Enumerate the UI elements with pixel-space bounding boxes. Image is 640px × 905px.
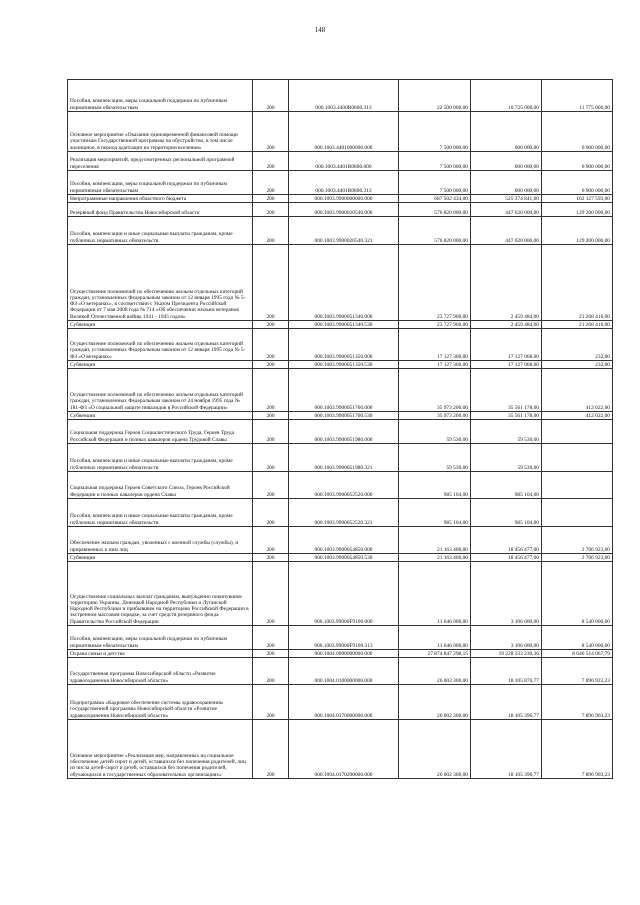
row-remainder-cell: 21 268 416,00 — [542, 321, 613, 329]
row-remainder-cell: 232,00 — [542, 361, 613, 369]
row-code-cell: 000.1003.9900051350.000 — [289, 329, 399, 361]
row-total-cell: 26 002 300,00 — [399, 685, 471, 720]
row-total-cell: 23 727 900,00 — [399, 321, 471, 329]
row-total-cell: 26 002 300,00 — [399, 658, 471, 685]
row-code-cell: 000.1003.9900051350.530 — [289, 361, 399, 369]
row-admin-cell: 200 — [253, 217, 289, 245]
row-code-cell: 000.1003.99000F9100.313 — [289, 626, 399, 650]
table-row — [68, 80, 613, 112]
row-name-cell: Государственная программа Новосибирской области «Развитие здравоохранения Новосибирской области» — [68, 658, 253, 685]
row-remainder-cell: 8 540 000,00 — [542, 562, 613, 626]
table-row — [68, 420, 613, 444]
row-remainder-cell: 7 896 903,23 — [542, 720, 613, 779]
row-executed-cell: 35 561 178,00 — [471, 412, 542, 420]
row-name-cell: Непрограммные направления областного бюджета — [68, 195, 253, 203]
row-admin-cell: 200 — [253, 626, 289, 650]
row-total-cell: 576 820 000,00 — [399, 217, 471, 245]
row-executed-cell: 59 530,00 — [471, 444, 542, 472]
table-row — [68, 472, 613, 499]
table-row — [68, 685, 613, 720]
table-row — [68, 562, 613, 626]
row-remainder-cell: 6 900 000,00 — [542, 112, 613, 152]
row-executed-cell: 18 105 396,77 — [471, 685, 542, 720]
row-admin-cell: 200 — [253, 562, 289, 626]
table-row — [68, 499, 613, 527]
table-row — [68, 329, 613, 361]
row-executed-cell: 10 725 000,00 — [471, 80, 542, 112]
row-name-cell: Подпрограмма «Кадровое обеспечение системы здравоохранения» государственной программы Новосибирской области «Развитие здравоохранения Новосибирской области» — [68, 685, 253, 720]
row-executed-cell: 19 228 333 230,36 — [471, 650, 542, 658]
row-remainder-cell: 2 706 923,00 — [542, 527, 613, 554]
row-executed-cell: 17 127 068,00 — [471, 329, 542, 361]
row-name-cell: Осуществление полномочий по обеспечению жильем отдельных категорий граждан, установленных Федеральным законом от 12 января 1995 года № 5-ФЗ «О ветеранах» — [68, 329, 253, 361]
row-remainder-cell: 162 127 593,00 — [542, 195, 613, 203]
row-total-cell: 21 163 400,00 — [399, 554, 471, 562]
table-row — [68, 658, 613, 685]
row-admin-cell: 200 — [253, 658, 289, 685]
row-code-cell: 000.1003.99000F9100.000 — [289, 562, 399, 626]
row-admin-cell: 200 — [253, 499, 289, 527]
row-executed-cell: 35 561 178,00 — [471, 369, 542, 412]
row-executed-cell: 2 459 484,00 — [471, 245, 542, 321]
table-row — [68, 203, 613, 217]
table-row — [68, 554, 613, 562]
row-name-cell: Пособия, компенсации и иные социальные выплаты гражданам, кроме публичных нормативных обязательств — [68, 217, 253, 245]
row-code-cell: 000.1003.4401000000.000 — [289, 112, 399, 152]
row-name-cell: Социальная поддержка Героев Советского Союза, Героев Российской Федерации и полных кавалеров ордена Славы — [68, 472, 253, 499]
row-total-cell: 35 973 200,00 — [399, 412, 471, 420]
row-remainder-cell: 129 200 000,00 — [542, 203, 613, 217]
row-total-cell: 7 500 000,00 — [399, 171, 471, 195]
budget-table — [67, 79, 613, 779]
row-code-cell: 000.1003.9900020540.321 — [289, 217, 399, 245]
row-executed-cell: 17 127 068,00 — [471, 361, 542, 369]
table-row — [68, 171, 613, 195]
row-remainder-cell: 412 022,00 — [542, 369, 613, 412]
table-row — [68, 444, 613, 472]
row-admin-cell: 200 — [253, 444, 289, 472]
row-total-cell: 35 973 200,00 — [399, 369, 471, 412]
row-code-cell: 000.1003.4400R0860.313 — [289, 80, 399, 112]
row-executed-cell: 525 374 841,00 — [471, 195, 542, 203]
row-admin-cell: 200 — [253, 720, 289, 779]
table-row — [68, 650, 613, 658]
table-row — [68, 217, 613, 245]
row-code-cell: 000.1004.0170200000.000 — [289, 720, 399, 779]
row-remainder-cell — [542, 499, 613, 527]
row-remainder-cell: 11 775 000,00 — [542, 80, 613, 112]
row-admin-cell: 200 — [253, 321, 289, 329]
row-code-cell: 000.1003.4401R0860.000 — [289, 152, 399, 171]
row-remainder-cell: 2 706 923,00 — [542, 554, 613, 562]
row-remainder-cell: 6 900 000,00 — [542, 171, 613, 195]
table-row — [68, 626, 613, 650]
row-name-cell: Основное мероприятие «Реализация мер, направленных на социальное обеспечение детей-сирот и детей, оставшихся без попечения родителей, лиц из числа детей-сирот и детей, оставшихся без попечения родителей, обучающихся в государственных образовательных организациях» — [68, 720, 253, 779]
row-remainder-cell: 8 540 000,00 — [542, 626, 613, 650]
row-executed-cell: 2 459 484,00 — [471, 321, 542, 329]
row-total-cell: 27 874 847 298,15 — [399, 650, 471, 658]
row-code-cell: 000.1003.9900051340.530 — [289, 321, 399, 329]
row-executed-cell: 3 106 000,00 — [471, 626, 542, 650]
row-admin-cell: 200 — [253, 361, 289, 369]
row-name-cell: Пособия, компенсации, меры социальной поддержки по публичным нормативным обязательствам — [68, 80, 253, 112]
row-remainder-cell: 232,00 — [542, 329, 613, 361]
row-code-cell: 000.1003.9900054850.000 — [289, 527, 399, 554]
row-admin-cell: 200 — [253, 412, 289, 420]
row-admin-cell: 200 — [253, 80, 289, 112]
row-total-cell: 985 104,00 — [399, 472, 471, 499]
row-executed-cell: 18 105 396,77 — [471, 720, 542, 779]
table-row — [68, 527, 613, 554]
row-admin-cell: 200 — [253, 171, 289, 195]
row-total-cell: 17 127 300,00 — [399, 361, 471, 369]
row-total-cell: 59 530,00 — [399, 420, 471, 444]
row-remainder-cell — [542, 472, 613, 499]
row-admin-cell: 200 — [253, 329, 289, 361]
row-remainder-cell: 21 268 416,00 — [542, 245, 613, 321]
row-name-cell: Субвенции — [68, 554, 253, 562]
row-code-cell: 000.1004.0000000000.000 — [289, 650, 399, 658]
row-executed-cell: 18 105 876,77 — [471, 658, 542, 685]
row-total-cell: 7 500 000,00 — [399, 112, 471, 152]
row-name-cell: Пособия, компенсации и иные социальные выплаты гражданам, кроме публичных нормативных обязательств — [68, 499, 253, 527]
row-code-cell: 000.1003.9900000000.000 — [289, 195, 399, 203]
row-total-cell: 21 163 400,00 — [399, 527, 471, 554]
row-code-cell: 000.1004.0100000000.000 — [289, 658, 399, 685]
row-total-cell: 7 500 000,00 — [399, 152, 471, 171]
row-remainder-cell: 6 900 000,00 — [542, 152, 613, 171]
table-row — [68, 720, 613, 779]
row-name-cell: Осуществление полномочий по обеспечению жильем отдельных категорий граждан, установленных Федеральным законом от 24 ноября 1995 года № 181-ФЗ «О социальной защите инвалидов в Российской Федерации» — [68, 369, 253, 412]
row-admin-cell: 200 — [253, 650, 289, 658]
row-admin-cell: 200 — [253, 685, 289, 720]
row-executed-cell: 600 000,00 — [471, 152, 542, 171]
row-executed-cell: 3 106 000,00 — [471, 562, 542, 626]
table-row — [68, 361, 613, 369]
row-code-cell: 000.1003.9900051980.000 — [289, 420, 399, 444]
row-total-cell: 11 646 000,00 — [399, 626, 471, 650]
row-name-cell: Субвенции — [68, 321, 253, 329]
row-total-cell: 26 002 300,00 — [399, 720, 471, 779]
row-code-cell: 000.1003.9900054850.530 — [289, 554, 399, 562]
row-code-cell: 000.1003.9900051340.000 — [289, 245, 399, 321]
row-admin-cell: 200 — [253, 152, 289, 171]
table-row — [68, 369, 613, 412]
row-name-cell: Реализация мероприятий, предусмотренных региональной программой переселения — [68, 152, 253, 171]
row-admin-cell: 200 — [253, 112, 289, 152]
table-row — [68, 321, 613, 329]
row-remainder-cell: 7 896 923,23 — [542, 658, 613, 685]
row-total-cell: 11 646 000,00 — [399, 562, 471, 626]
table-row — [68, 245, 613, 321]
row-code-cell: 000.1003.4401R0860.313 — [289, 171, 399, 195]
row-code-cell: 000.1003.9900020540.000 — [289, 203, 399, 217]
row-name-cell: Пособия, компенсации, меры социальной поддержки по публичным нормативным обязательствам — [68, 626, 253, 650]
page-number: 148 — [314, 26, 326, 34]
row-admin-cell: 200 — [253, 420, 289, 444]
row-name-cell: Осуществление полномочий по обеспечению жильем отдельных категорий граждан, установленных Федеральным законом от 12 января 1995 года № 5-ФЗ «О ветеранах», в соответствии с Указом Президента Российской Федерации от 7 мая 2008 года № 714 «Об обеспечении жильем ветеранов Великой Отечественной войны 1941 - 1945 годов» — [68, 245, 253, 321]
row-name-cell: Резервный фонд Правительства Новосибирской области — [68, 203, 253, 217]
row-name-cell: Пособия, компенсации, меры социальной поддержки по публичным нормативным обязательствам — [68, 171, 253, 195]
row-executed-cell: 985 104,00 — [471, 472, 542, 499]
row-name-cell: Социальная поддержка Героев Социалистического Труда, Героев Труда Российской Федерации и полных кавалеров ордена Трудовой Славы — [68, 420, 253, 444]
row-code-cell: 000.1003.9900051980.321 — [289, 444, 399, 472]
row-remainder-cell — [542, 420, 613, 444]
row-remainder-cell: 8 646 514 067,79 — [542, 650, 613, 658]
row-code-cell: 000.1003.9900052520.321 — [289, 499, 399, 527]
table-row — [68, 412, 613, 420]
row-code-cell: 000.1003.9900051760.000 — [289, 369, 399, 412]
table-row — [68, 152, 613, 171]
row-executed-cell: 600 000,00 — [471, 171, 542, 195]
row-total-cell: 576 820 000,00 — [399, 203, 471, 217]
row-admin-cell: 200 — [253, 245, 289, 321]
row-executed-cell: 447 620 000,00 — [471, 203, 542, 217]
row-admin-cell: 200 — [253, 203, 289, 217]
row-name-cell: Осуществление социальных выплат гражданам, вынужденно покинувшим территорию Украины, Донецкой Народной Республики и Луганской Народной Республики и прибывшим на территорию Российской Федерации в экстренном массовом порядке, за счет средств резервного фонда Правительства Российской Федерации — [68, 562, 253, 626]
row-remainder-cell: 7 896 903,23 — [542, 685, 613, 720]
row-remainder-cell: 412 022,00 — [542, 412, 613, 420]
row-admin-cell: 200 — [253, 527, 289, 554]
row-total-cell: 985 104,00 — [399, 499, 471, 527]
row-remainder-cell: 129 200 000,00 — [542, 217, 613, 245]
row-remainder-cell — [542, 444, 613, 472]
row-name-cell: Основное мероприятие «Оказание единовременной финансовой помощи участникам Государственной программы на обустройство, в том числе жилищное, в период адаптации на территории вселения» — [68, 112, 253, 152]
row-executed-cell: 985 104,00 — [471, 499, 542, 527]
row-code-cell: 000.1003.9900052520.000 — [289, 472, 399, 499]
row-executed-cell: 600 000,00 — [471, 112, 542, 152]
row-executed-cell: 447 620 000,00 — [471, 217, 542, 245]
row-name-cell: Субвенции — [68, 412, 253, 420]
table-row — [68, 195, 613, 203]
row-total-cell: 17 127 300,00 — [399, 329, 471, 361]
row-admin-cell: 200 — [253, 195, 289, 203]
row-executed-cell: 59 530,00 — [471, 420, 542, 444]
row-executed-cell: 18 456 477,00 — [471, 527, 542, 554]
row-admin-cell: 200 — [253, 554, 289, 562]
row-total-cell: 687 502 434,00 — [399, 195, 471, 203]
row-name-cell: Обеспечение жильем граждан, уволенных с военной службы (службы), и приравненных к ним лиц — [68, 527, 253, 554]
row-name-cell: Пособия, компенсации и иные социальные выплаты гражданам, кроме публичных нормативных обязательств — [68, 444, 253, 472]
row-code-cell: 000.1004.0170000000.000 — [289, 685, 399, 720]
row-total-cell: 59 530,00 — [399, 444, 471, 472]
row-total-cell: 23 727 900,00 — [399, 245, 471, 321]
row-name-cell: Охрана семьи и детства — [68, 650, 253, 658]
table-row — [68, 112, 613, 152]
row-total-cell: 22 500 000,00 — [399, 80, 471, 112]
row-name-cell: Субвенции — [68, 361, 253, 369]
row-executed-cell: 18 456 477,00 — [471, 554, 542, 562]
row-admin-cell: 200 — [253, 472, 289, 499]
row-admin-cell: 200 — [253, 369, 289, 412]
row-code-cell: 000.1003.9900051760.530 — [289, 412, 399, 420]
